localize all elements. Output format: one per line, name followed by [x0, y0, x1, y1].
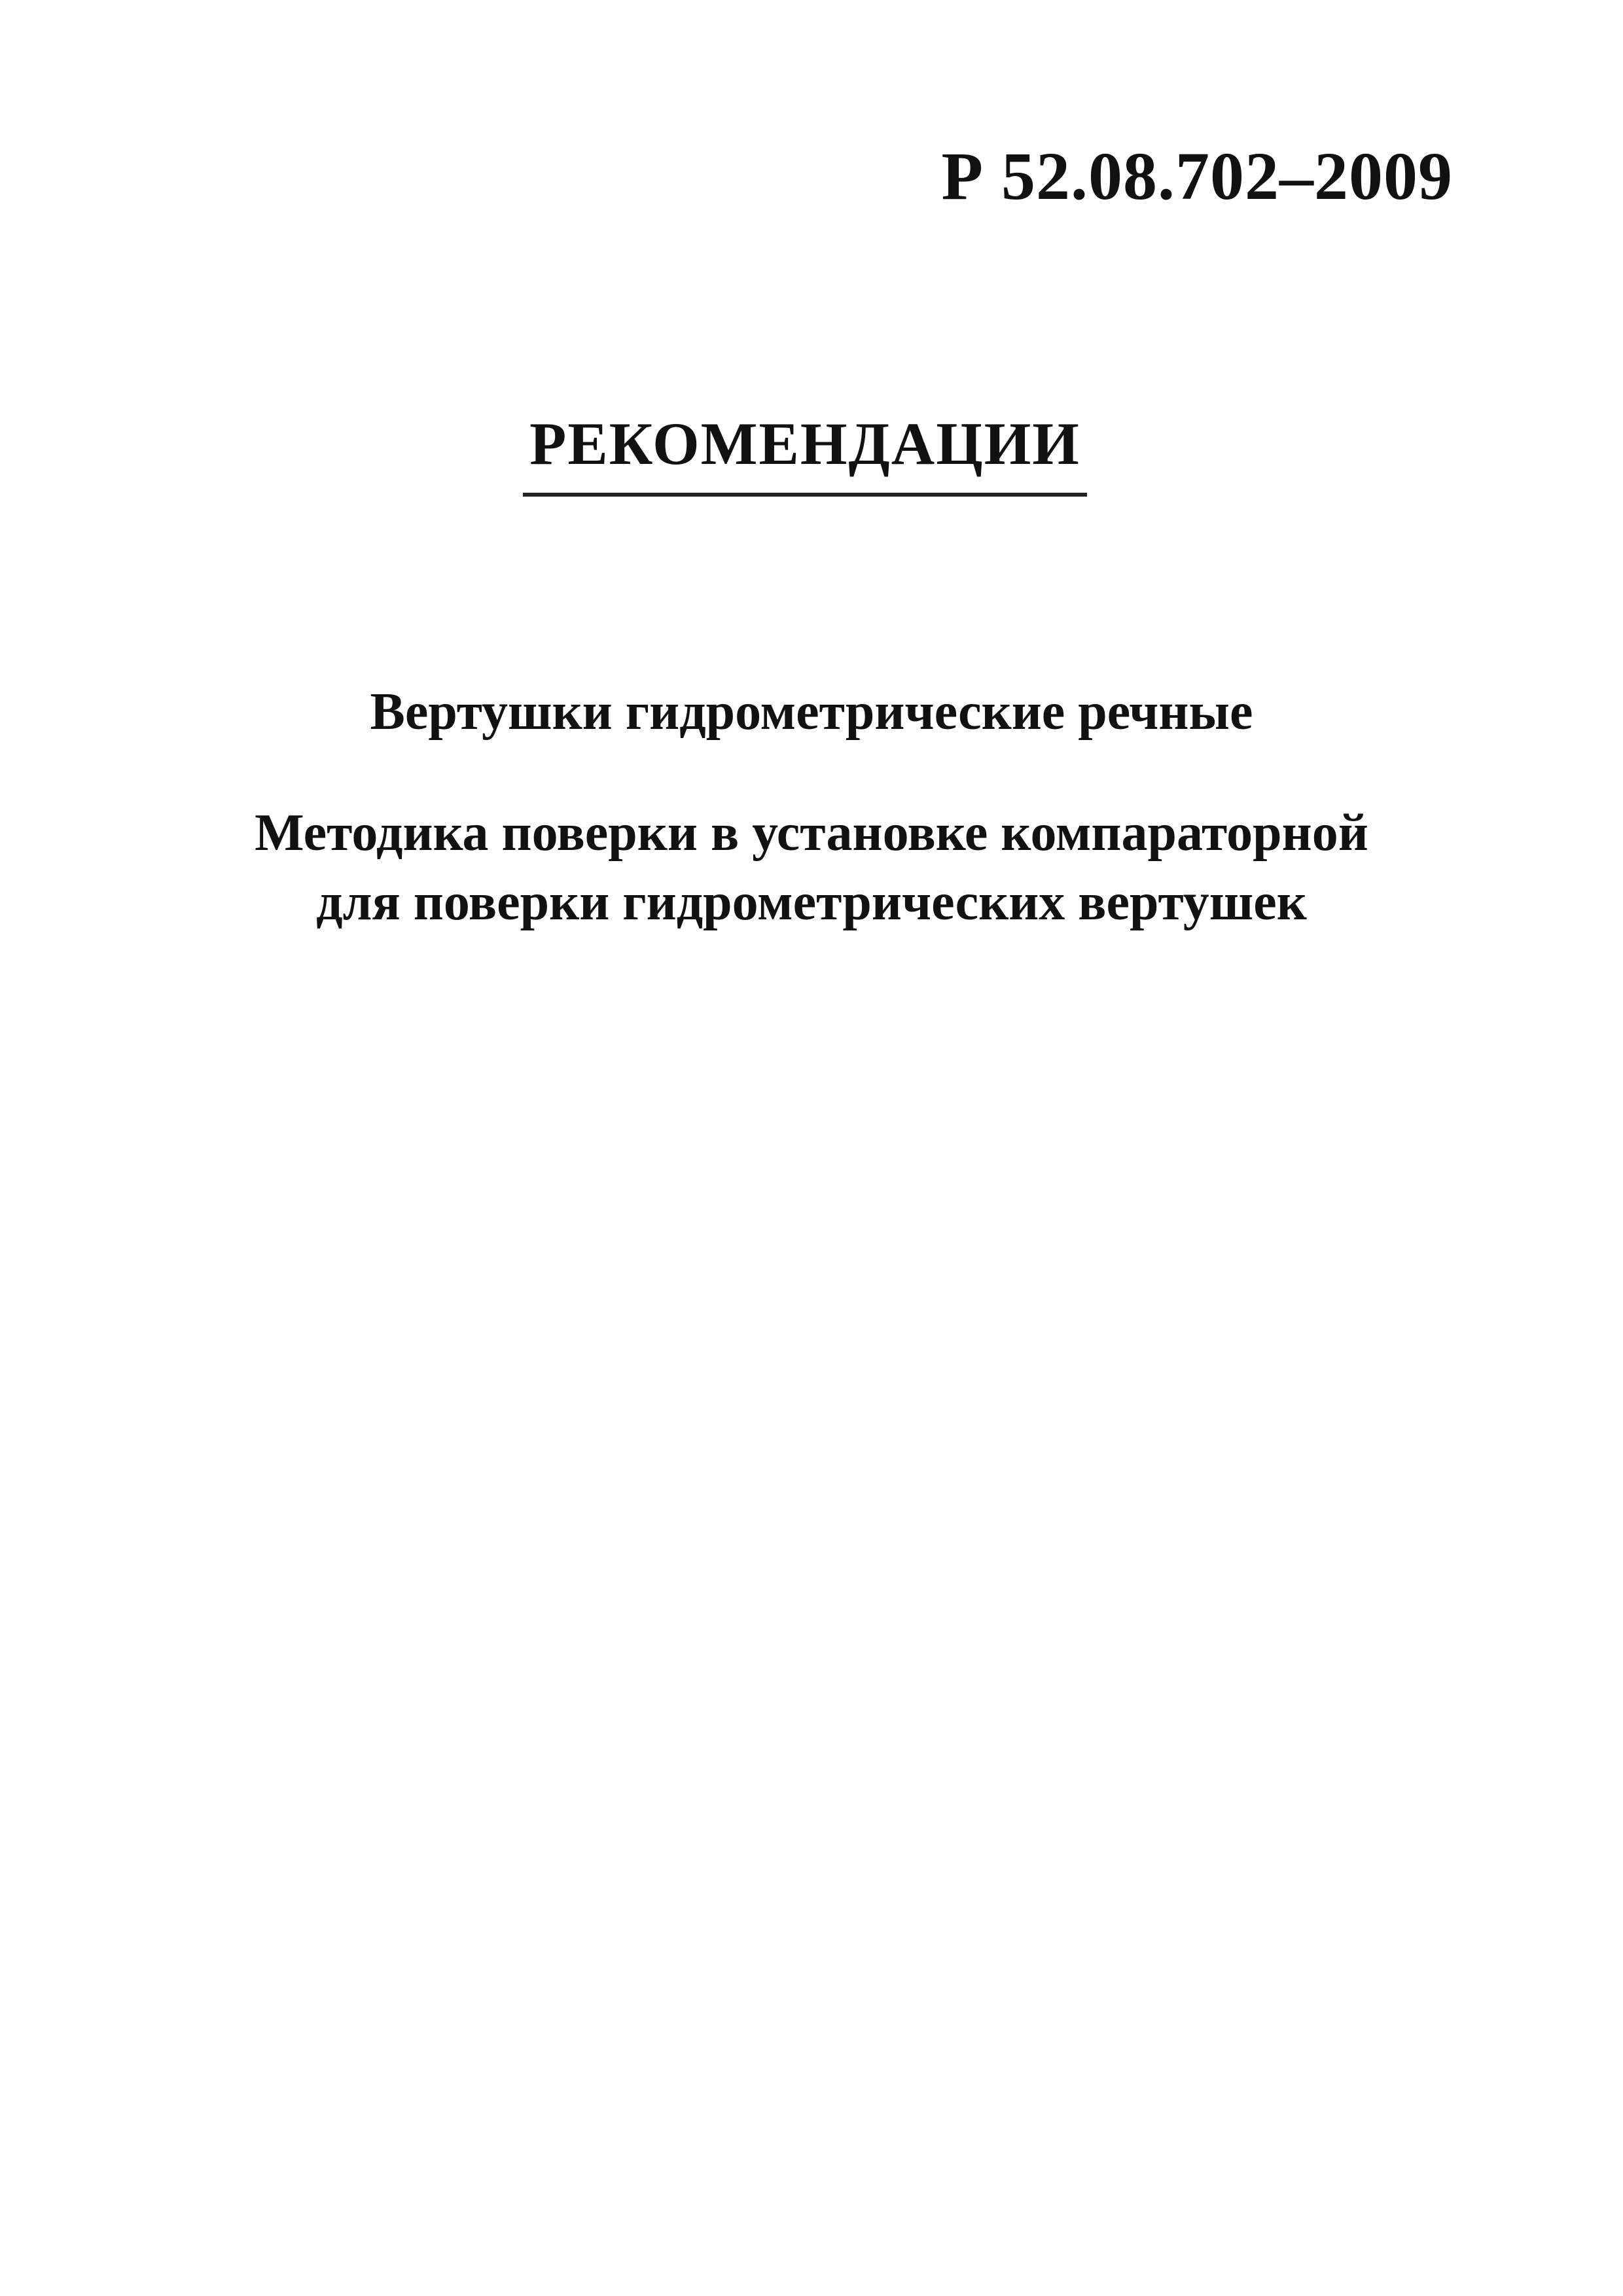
- document-type-heading: РЕКОМЕНДАЦИИ: [523, 409, 1087, 497]
- method-title: [0, 798, 1623, 938]
- heading-block: [0, 409, 1623, 497]
- method-title-line-1: Методика поверки в установке компараторной: [255, 804, 1368, 862]
- document-code: Р 52.08.702–2009: [941, 139, 1453, 214]
- method-title-line-2: для поверки гидрометрических вертушек: [316, 874, 1307, 932]
- document-subtitle: Вертушки гидрометрические речные: [370, 683, 1253, 741]
